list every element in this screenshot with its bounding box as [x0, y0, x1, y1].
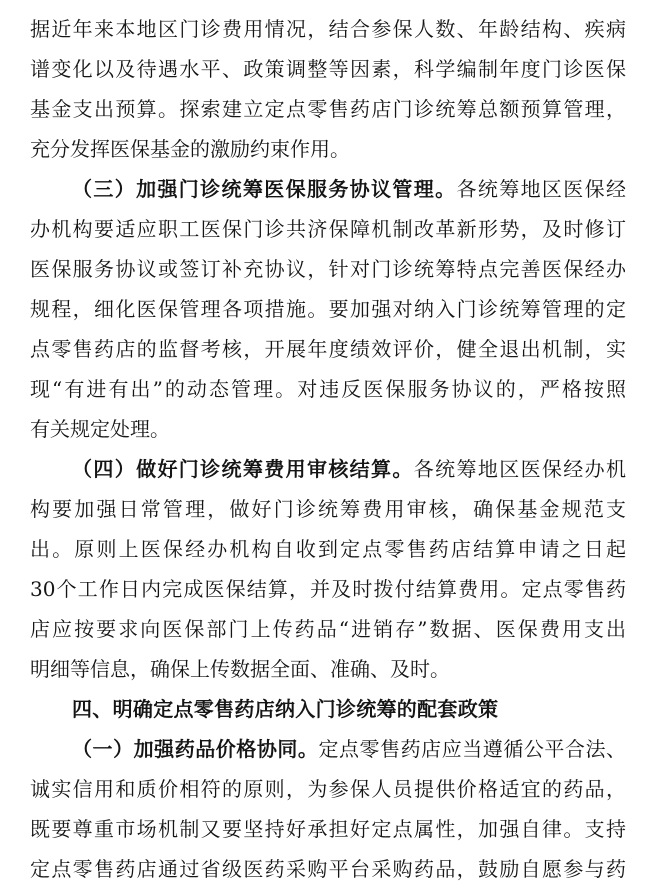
- text-line: 充分发挥医保基金的激励约束作用。: [30, 137, 350, 161]
- text-line: 医保服务协议或签订补充协议，针对门诊统筹特点完善医保经办: [30, 257, 626, 281]
- paragraph-service-agreement: [0, 169, 652, 449]
- text-line: 现“有进有出”的动态管理。对违反医保服务协议的，严格按照: [30, 377, 626, 401]
- paragraph-budget: [0, 9, 652, 169]
- text-run: 定点零售药店应当遵循公平合法、: [318, 737, 626, 761]
- text-line: 点零售药店的监督考核，开展年度绩效评价，健全退出机制，实: [30, 337, 626, 361]
- text-line: 出。原则上医保经办机构自收到定点零售药店结算申请之日起: [30, 537, 626, 561]
- paragraph-settlement: [0, 449, 652, 689]
- text-line: 定点零售药店通过省级医药采购平台采购药品，鼓励自愿参与药: [30, 857, 626, 881]
- text-line: 谱变化以及待遇水平、政策调整等因素，科学编制年度门诊医保: [30, 57, 626, 81]
- text-line: 既要尊重市场机制又要坚持好承担好定点属性，加强自律。支持: [30, 817, 626, 841]
- text-line: 诚实信用和质价相符的原则，为参保人员提供价格适宜的药品，: [30, 777, 626, 801]
- text-line: 店应按要求向医保部门上传药品“进销存”数据、医保费用支出: [30, 617, 626, 641]
- text-line: 30个工作日内完成医保结算，并及时拨付结算费用。定点零售药: [30, 577, 626, 601]
- text-line: 基金支出预算。探索建立定点零售药店门诊统筹总额预算管理，: [30, 97, 626, 121]
- text-line: 构要加强日常管理，做好门诊统筹费用审核，确保基金规范支: [30, 497, 626, 521]
- paragraph-lead-heading: （一）加强药品价格协同。: [72, 737, 319, 761]
- text-line: 有关规定处理。: [30, 417, 170, 441]
- text-line: 明细等信息，确保上传数据全面、准确、及时。: [30, 657, 450, 681]
- text-run: 各统筹地区医保经办机: [413, 457, 626, 481]
- paragraph-lead-heading: （三）加强门诊统筹医保服务协议管理。: [72, 177, 457, 201]
- paragraph-drug-price: [0, 729, 652, 889]
- text-line: [30, 169, 626, 209]
- text-line: [30, 449, 626, 489]
- text-line: 办机构要适应职工医保门诊共济保障机制改革新形势，及时修订: [30, 217, 626, 241]
- text-run: 各统筹地区医保经: [456, 177, 626, 201]
- section-heading: 四、明确定点零售药店纳入门诊统筹的配套政策: [72, 697, 499, 721]
- text-line: [30, 729, 626, 769]
- text-line: 据近年来本地区门诊费用情况，结合参保人数、年龄结构、疾病: [30, 17, 626, 41]
- paragraph-lead-heading: （四）做好门诊统筹费用审核结算。: [72, 457, 414, 481]
- text-line: 规程，细化医保管理各项措施。要加强对纳入门诊统筹管理的定: [30, 297, 626, 321]
